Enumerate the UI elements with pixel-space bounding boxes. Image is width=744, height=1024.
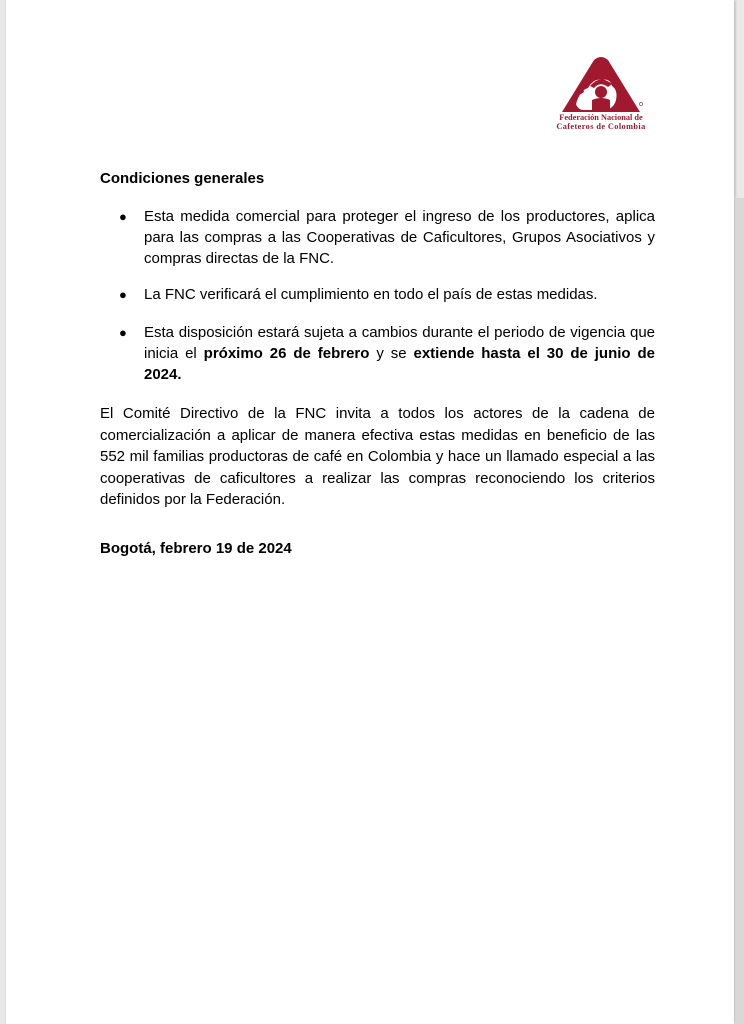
page-edge: [735, 198, 744, 1024]
bullet-icon: ●: [119, 287, 127, 302]
list-item-text: La FNC verificará el cumplimiento en todo el país de estas medidas.: [144, 286, 598, 303]
body-paragraph: El Comité Directivo de la FNC invita a todos los actores de la cadena de comercialización a aplicar de manera efectiva estas medidas en beneficio de las 552 mil familias productoras de café en Colombia y hace un llamado especial a las cooperativas de caficultores a realizar las compras reconociendo los criterios definidos por la Federación.: [100, 405, 655, 508]
fnc-mountain-logo-icon: [554, 56, 648, 114]
logo-text-line1: Federación Nacional de: [559, 113, 643, 122]
list-item: [119, 284, 655, 305]
list-item-text: Esta medida comercial para proteger el ingreso de los productores, aplica para las compras a las Cooperativas de Caficultores, Grupos Asociativos y compras directas de la FNC.: [144, 208, 655, 267]
date-signature: Bogotá, febrero 19 de 2024: [100, 540, 292, 557]
conditions-list: [119, 206, 655, 383]
document-page: [6, 0, 734, 1024]
list-item-text-pre: Esta disposición estará sujeta a cambios durante el periodo de vigencia que inicia el: [144, 324, 655, 362]
list-item: [119, 206, 655, 269]
list-item: [119, 322, 655, 383]
section-heading: Condiciones generales: [100, 170, 265, 187]
end-date-bold: extiende hasta el 30 de junio de 2024.: [144, 345, 655, 383]
bullet-icon: ●: [119, 325, 127, 340]
bullet-icon: ●: [119, 209, 127, 224]
list-item-text-mid: y se: [369, 345, 414, 362]
start-date-bold: próximo 26 de febrero: [203, 345, 370, 362]
logo-text-line2: Cafeteros de Colombia: [556, 122, 646, 131]
fnc-logo: [554, 56, 648, 136]
